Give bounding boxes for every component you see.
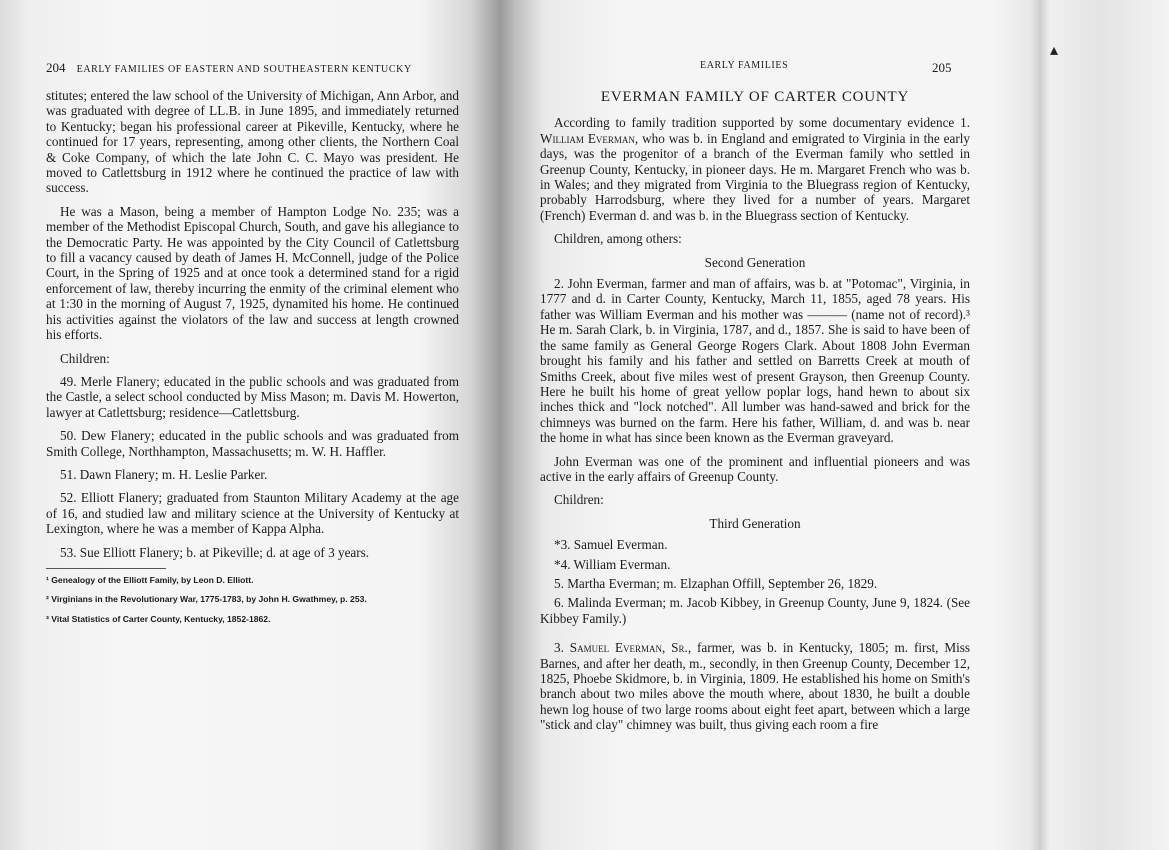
left-running-head bbox=[46, 60, 441, 76]
left-page-number: 204 bbox=[46, 60, 66, 75]
generation-heading: Third Generation bbox=[709, 515, 801, 531]
footnote: ¹ Genealogy of the Elliott Family, by Leon D. Elliott. bbox=[46, 574, 254, 585]
right-page bbox=[515, 0, 1035, 850]
body-paragraph: John Everman was one of the prominent and influential pioneers and was active in the early affairs of Greenup County. bbox=[540, 453, 970, 484]
children-label: Children: bbox=[60, 350, 110, 366]
child-entry: 49. Merle Flanery; educated in the public schools and was graduated from the Castle, a select school conducted by Miss Mason; m. Davis M. Howerton, lawyer at Catlettsburg; residence—Catlettsburg. bbox=[46, 373, 459, 420]
child-entry: 51. Dawn Flanery; m. H. Leslie Parker. bbox=[60, 466, 268, 482]
left-page bbox=[0, 0, 500, 850]
child-entry: 6. Malinda Everman; m. Jacob Kibbey, in Greenup County, June 9, 1824. (See Kibbey Family.) bbox=[540, 595, 970, 626]
intro-name: William Everman bbox=[540, 130, 635, 146]
children-label: Children: bbox=[554, 492, 604, 508]
footnote-rule bbox=[46, 568, 166, 569]
body-paragraph: 2. John Everman, farmer and man of affairs, was b. at "Potomac", Virginia, in 1777 and d. in Carter County, Kentucky, March 11, 1855, aged 78 years. His father was William Everman and his mother was ——— (name not of record).³ He m. Sarah Clark, b. in Virginia, 1787, and d., 1857. She is said to have been of the same family as General George Rogers Clark. About 1808 John Everman brought his family and his father and settled on Barretts Creek at mouth of Smiths Creek, about five miles west of present Grayson, then Greenup County. Here he built his home of great yellow poplar logs, hand hewn to about six inches thick and "lock notched". All lumber was hand-sawed and brick for the chimneys was burned on the farm. Here his father, William, d. and was b. near the home in what has since been known as the Everman graveyard. bbox=[540, 276, 970, 446]
intro-text-a: According to family tradition supported by some documentary evidence 1. bbox=[554, 115, 970, 131]
children-label: Children, among others: bbox=[554, 231, 682, 247]
right-page-body bbox=[540, 90, 970, 741]
footnote: ² Virginians in the Revolutionary War, 1775-1783, by John H. Gwathmey, p. 253. bbox=[46, 594, 367, 605]
intro-text-b: , who was b. in England and emigrated to Virginia in the early days, was the progenitor of a branch of the Everman family who settled in Greenup County, Kentucky, in pioneer days. He m. Margaret French who was b. in Wales; and they migrated from Virginia to the Bluegrass region of Kentucky, probably Harrodsburg, where they lived for a number of years. Margaret (French) Everman d. and was b. in the Bluegrass section of Kentucky. bbox=[540, 130, 970, 223]
child-entry: *4. William Everman. bbox=[554, 556, 671, 572]
child-entry: *3. Samuel Everman. bbox=[554, 537, 668, 553]
generation-heading: Second Generation bbox=[704, 254, 806, 270]
section-spacer bbox=[540, 630, 970, 640]
right-running-head: EARLY FAMILIES bbox=[700, 60, 789, 71]
samuel-text-b: , farmer, was b. in Kentucky, 1805; m. first, Miss Barnes, and after her death, m., secondly, in then Greenup County, December 12, 1825, Phoebe Skidmore, b. in Virginia, 1809. He established his home on Smith's branch about two miles above the mouth where, about 1830, he built a double hewn log house of two large rooms about eight feet apart, between which a large "stick and clay" chimney was built, thus giving each room a fire bbox=[540, 640, 971, 733]
body-paragraph: stitutes; entered the law school of the University of Michigan, Ann Arbor, and was graduated with degree of LL.B. in June 1895, and immediately returned to Kentucky; began his professional career at Pikeville, Kentucky, where he continued for 17 years, representing, among other clients, the Northern Coal & Coke Company, of which the late John C. C. Mayo was president. He moved to Catlettsburg in 1912 where he continued the practice of law with success. bbox=[46, 88, 459, 196]
left-running-head-text: EARLY FAMILIES OF EASTERN AND SOUTHEASTERN KENTUCKY bbox=[76, 64, 412, 75]
samuel-text-a: 3. bbox=[554, 640, 570, 656]
chapter-title: EVERMAN FAMILY OF CARTER COUNTY bbox=[600, 89, 910, 105]
samuel-name: Samuel Everman, Sr. bbox=[569, 640, 688, 656]
child-entry: 53. Sue Elliott Flanery; b. at Pikeville; d. at age of 3 years. bbox=[60, 544, 370, 560]
right-page-number: 205 bbox=[932, 60, 952, 75]
body-paragraph bbox=[540, 640, 970, 732]
page-edge-mark-icon: ▴ bbox=[1050, 42, 1059, 59]
intro-paragraph bbox=[540, 115, 970, 223]
child-entry: 5. Martha Everman; m. Elzaphan Offill, September 26, 1829. bbox=[554, 575, 878, 591]
footnote: ³ Vital Statistics of Carter County, Kentucky, 1852-1862. bbox=[46, 613, 271, 624]
child-entry: 50. Dew Flanery; educated in the public schools and was graduated from Smith College, Northhampton, Massachusetts; m. W. H. Haffler. bbox=[46, 428, 459, 459]
body-paragraph: He was a Mason, being a member of Hampton Lodge No. 235; was a member of the Methodist Episcopal Church, South, and gave his allegiance to the Democratic Party. He was appointed by the City Council of Catlettsburg to fill a vacancy caused by death of James H. McConnell, judge of the Police Court, in the Spring of 1925 and at once took a determined stand for a rigid enforcement of law, thereby incurring the enmity of the criminal element who at 1:30 in the morning of August 7, 1925, dynamited his home. He continued his activities against the violators of the law and success at length crowned his efforts. bbox=[46, 203, 459, 343]
child-entry: 52. Elliott Flanery; graduated from Staunton Military Academy at the age of 16, and studied law and military science at the University of Kentucky at Lexington, where he was a member of Kappa Alpha. bbox=[46, 490, 459, 537]
left-page-body bbox=[46, 88, 459, 631]
